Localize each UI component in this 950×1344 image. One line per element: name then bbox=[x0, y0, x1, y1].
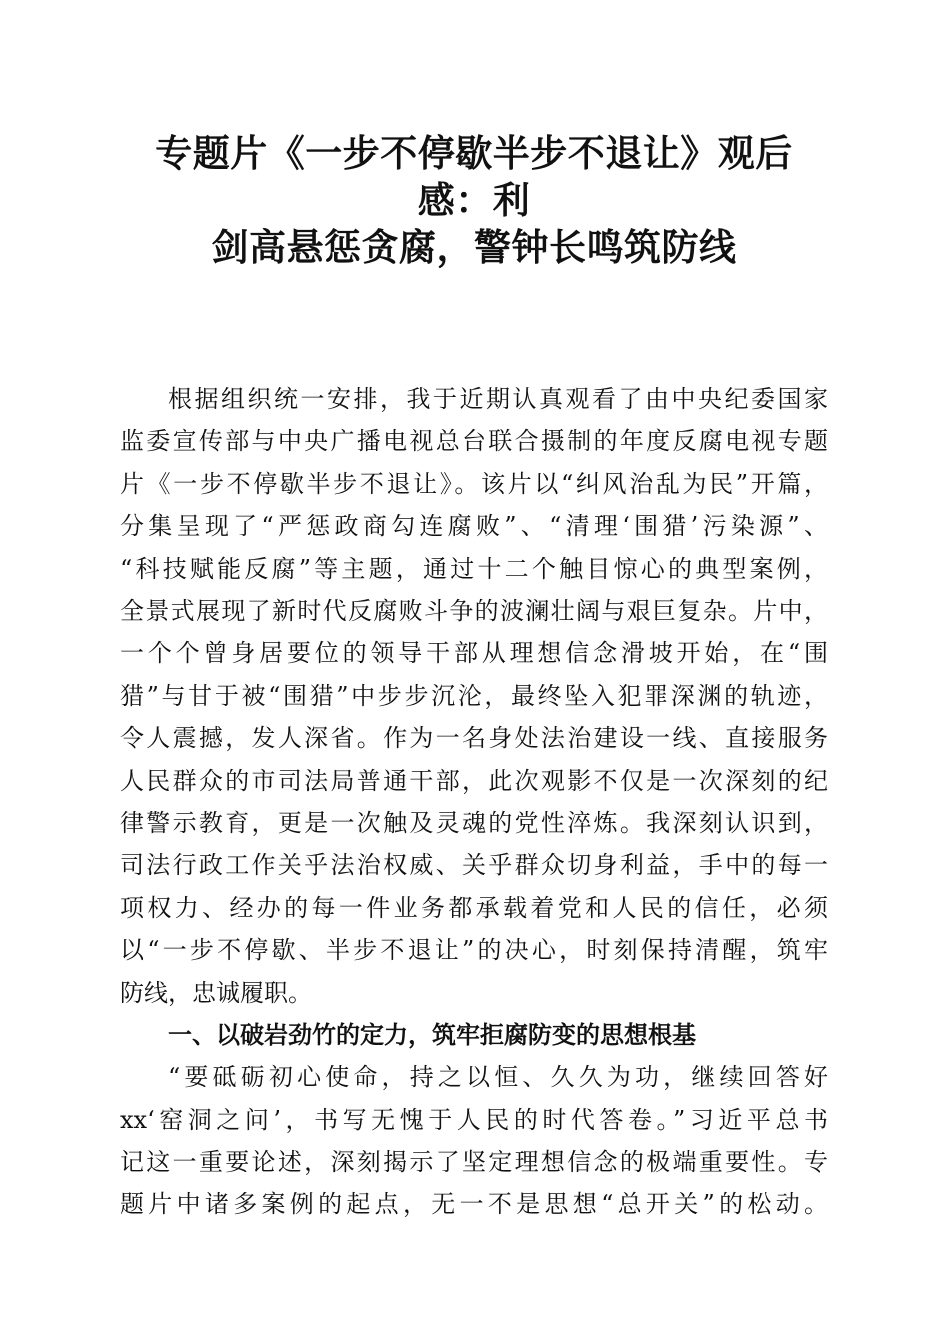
section-heading: 一、以破岩劲竹的定力，筑牢拒腐防变的思想根基 bbox=[168, 1021, 696, 1050]
document-title bbox=[120, 130, 828, 271]
paragraph-line: 律警示教育，更是一次触及灵魂的党性淬炼。我深刻认识到， bbox=[120, 809, 828, 838]
title-line: 专题片《一步不停歇半步不退让》观后感：利 bbox=[155, 131, 793, 222]
paragraph-line: 猎”与甘于被“围猎”中步步沉沦，最终坠入犯罪深渊的轨迹， bbox=[120, 681, 828, 710]
paragraph-line: 一个个曾身居要位的领导干部从理想信念滑坡开始，在“围 bbox=[120, 639, 828, 668]
section-paragraph bbox=[120, 1056, 828, 1226]
paragraph-line: 防线，忠诚履职。 bbox=[120, 978, 312, 1007]
paragraph-line: 项权力、经办的每一件业务都承载着党和人民的信任，必须 bbox=[120, 893, 828, 922]
paragraph-line: 令人震撼，发人深省。作为一名身处法治建设一线、直接服务 bbox=[120, 724, 828, 753]
paragraph-line: xx‘窑洞之问’，书写无愧于人民的时代答卷。”习近平总书 bbox=[120, 1105, 828, 1134]
paragraph-line: “要砥砺初心使命，持之以恒、久久为功，继续回答好 bbox=[168, 1063, 828, 1092]
paragraph-line: 记这一重要论述，深刻揭示了坚定理想信念的极端重要性。专 bbox=[120, 1147, 828, 1176]
paragraph-line: 全景式展现了新时代反腐败斗争的波澜壮阔与艰巨复杂。片中， bbox=[120, 597, 828, 626]
document-page bbox=[120, 130, 828, 1226]
paragraph-line: 司法行政工作关乎法治权威、关乎群众切身利益，手中的每一 bbox=[120, 851, 828, 880]
paragraph-line: 片《一步不停歇半步不退让》。该片以“纠风治乱为民”开篇， bbox=[120, 469, 828, 498]
paragraph-line: 题片中诸多案例的起点，无一不是思想“总开关”的松动。 bbox=[120, 1190, 828, 1219]
paragraph-line: 分集呈现了“严惩政商勾连腐败”、“清理‘围猎’污染源”、 bbox=[120, 512, 828, 541]
paragraph-line: 根据组织统一安排，我于近期认真观看了由中央纪委国家 bbox=[168, 385, 828, 413]
title-line: 剑高悬惩贪腐，警钟长鸣筑防线 bbox=[211, 225, 737, 269]
paragraph-line: 以“一步不停歇、半步不退让”的决心，时刻保持清醒，筑牢 bbox=[120, 936, 828, 965]
paragraph-line: 人民群众的市司法局普通干部，此次观影不仅是一次深刻的纪 bbox=[120, 766, 828, 795]
paragraph-line: 监委宣传部与中央广播电视总台联合摄制的年度反腐电视专题 bbox=[120, 427, 828, 456]
paragraph-line: “科技赋能反腐”等主题，通过十二个触目惊心的典型案例， bbox=[120, 554, 828, 583]
intro-paragraph bbox=[120, 378, 828, 1014]
